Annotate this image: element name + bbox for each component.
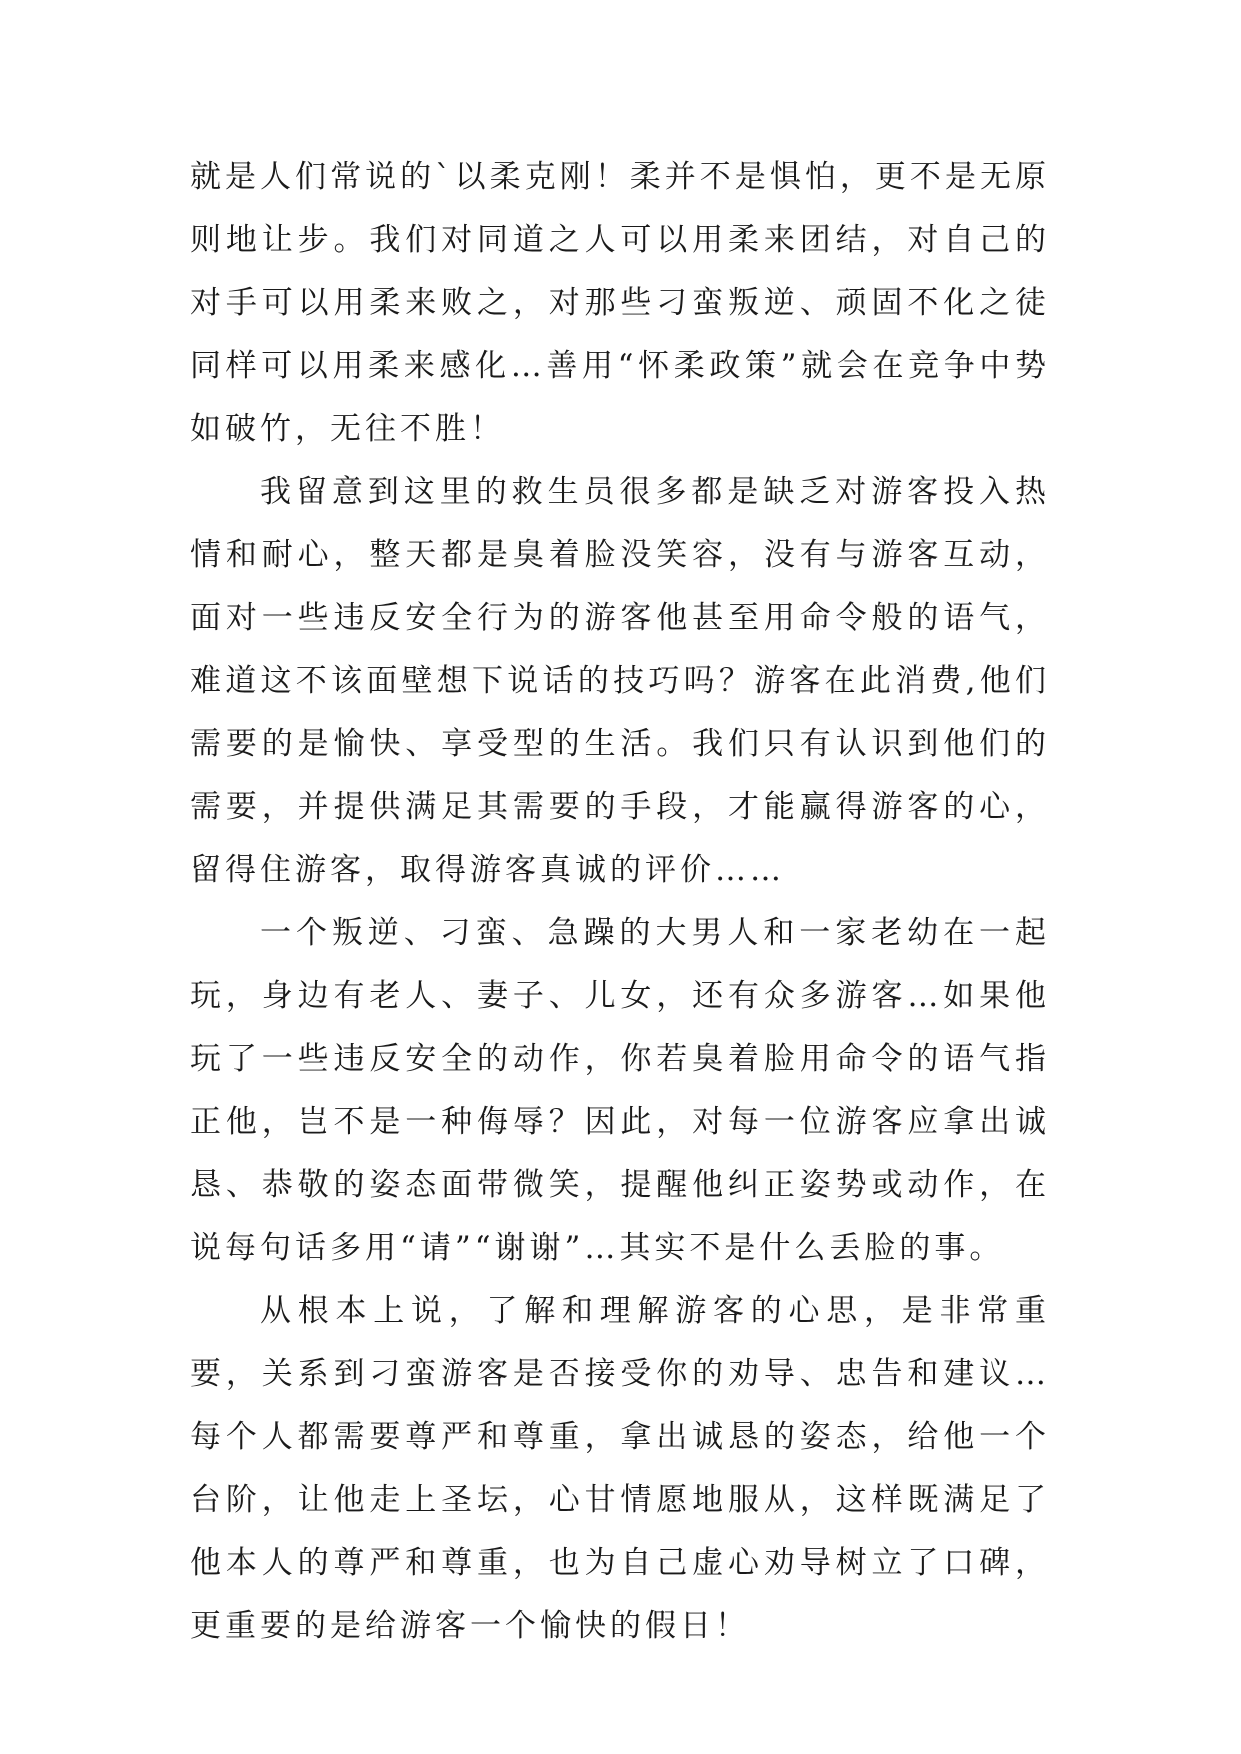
paragraph-2: 我留意到这里的救生员很多都是缺乏对游客投入热情和耐心，整天都是臭着脸没笑容，没有与游客互动，面对一些违反安全行为的游客他甚至用命令般的语气，难道这不该面壁想下说话的技巧吗？游客在此消费,他们需要的是愉快、享受型的生活。我们只有认识到他们的需要，并提供满足其需要的手段，才能赢得游客的心，留得住游客，取得游客真诚的评价…… <box>190 474 1050 888</box>
paragraph-3: 一个叛逆、刁蛮、急躁的大男人和一家老幼在一起玩，身边有老人、妻子、儿女，还有众多游客…如果他玩了一些违反安全的动作，你若臭着脸用命令的语气指正他，岂不是一种侮辱？因此，对每一位游客应拿出诚恳、恭敬的姿态面带微笑，提醒他纠正姿势或动作，在说每句话多用“请”“谢谢”…其实不是什么丢脸的事。 <box>190 915 1050 1266</box>
paragraph-4: 从根本上说，了解和理解游客的心思，是非常重要，关系到刁蛮游客是否接受你的劝导、忠告和建议…每个人都需要尊严和尊重，拿出诚恳的姿态，给他一个台阶，让他走上圣坛，心甘情愿地服从，这样既满足了他本人的尊严和尊重，也为自己虚心劝导树立了口碑，更重要的是给游客一个愉快的假日！ <box>190 1293 1050 1644</box>
paragraph-1: 就是人们常说的`以柔克刚！柔并不是惧怕，更不是无原则地让步。我们对同道之人可以用柔来团结，对自己的对手可以用柔来败之，对那些刁蛮叛逆、顽固不化之徒同样可以用柔来感化…善用“怀柔政策”就会在竞争中势如破竹，无往不胜！ <box>190 159 1050 447</box>
document-body <box>190 146 1050 1658</box>
